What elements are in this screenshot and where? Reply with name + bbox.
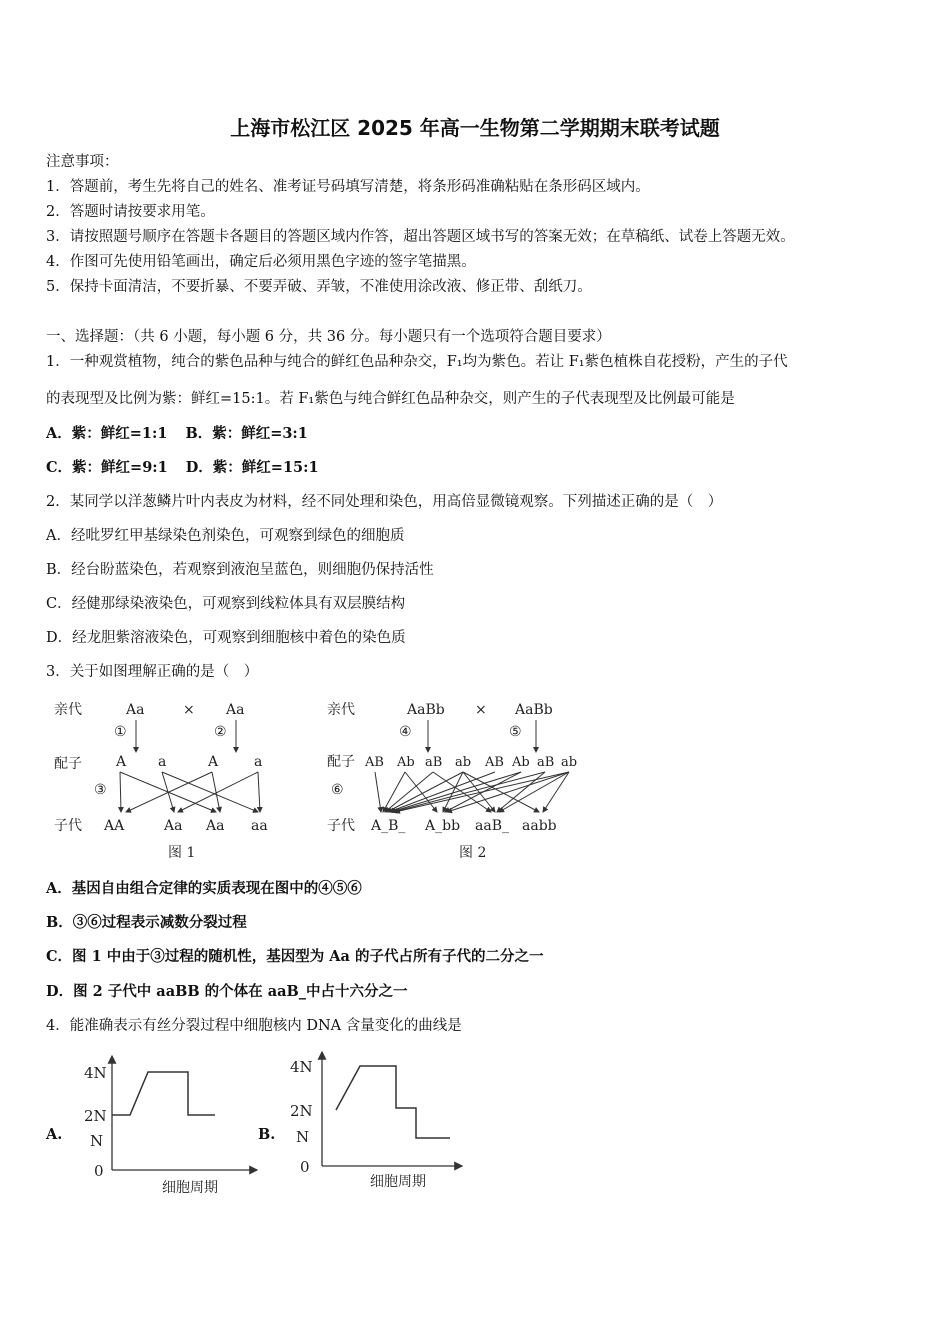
fig1-caption: 图 1 [168, 845, 196, 861]
fig2-step-6: ⑥ [331, 782, 344, 798]
graph-a-x-label: 细胞周期 [162, 1180, 218, 1196]
exam-title: 上海市松江区 2025 年高一生物第二学期期末联考试题 [230, 116, 720, 140]
fig2-offspring-4: aabb [522, 818, 557, 834]
fig2-gamete-2: Ab [397, 755, 415, 770]
fig2-parent-1: AaBb [407, 702, 445, 718]
q1-options-ab [46, 424, 308, 444]
fig2-gamete-7: aB [537, 755, 555, 770]
fig1-gamete-3: A [208, 754, 219, 770]
graph-b-y-0: 0 [300, 1158, 310, 1176]
q4-option-b-label: B. [258, 1126, 276, 1143]
genetics-figure-1 [46, 690, 286, 870]
q2-stem: 2．某同学以洋葱鳞片叶内表皮为材料，经不同处理和染色，用高倍显微镜观察。下列描述正确的是（ ） [46, 494, 723, 510]
fig1-parent-label: 亲代 [54, 702, 82, 718]
fig2-gamete-5: AB [485, 755, 504, 770]
dna-graph-b [284, 1048, 474, 1198]
dna-graph-a [72, 1050, 262, 1200]
section-heading: 一、选择题：（共 6 小题，每小题 6 分，共 36 分。每小题只有一个选项符合题目要求） [46, 329, 611, 345]
q1-option-d: D．紫：鲜红=15:1 [185, 459, 319, 476]
fig2-cross: × [475, 702, 487, 718]
graph-a-y-4n: 4N [84, 1064, 107, 1082]
q2-option-d: D．经龙胆紫溶液染色，可观察到细胞核中着色的染色质 [46, 630, 406, 646]
graph-b-x-label: 细胞周期 [370, 1174, 426, 1190]
fig2-offspring-label: 子代 [327, 818, 355, 834]
fig2-gamete-label: 配子 [327, 754, 355, 770]
fig1-offspring-2: Aa [164, 818, 183, 834]
q4-stem: 4．能准确表示有丝分裂过程中细胞核内 DNA 含量变化的曲线是 [46, 1018, 462, 1034]
fig1-cross: × [183, 702, 195, 718]
graph-a-y-2n: 2N [84, 1107, 107, 1125]
notice-item-2: 2．答题时请按要求用笔。 [46, 204, 215, 220]
fig1-offspring-1: AA [104, 818, 125, 834]
fig1-step-2: ② [214, 724, 227, 740]
graph-a-y-n: N [90, 1132, 104, 1150]
fig1-gamete-4: a [254, 754, 263, 770]
fig2-gamete-6: Ab [512, 755, 530, 770]
q3-option-b: B．③⑥过程表示减数分裂过程 [46, 914, 247, 931]
fig1-gamete-1: A [116, 754, 127, 770]
q1-stem-line2: 的表现型及比例为紫：鲜红=15:1。若 F₁紫色与纯合鲜红色品种杂交，则产生的子代表现型及比例最可能是 [46, 391, 735, 407]
notice-item-5: 5．保持卡面清洁，不要折暴、不要弄破、弄皱，不准使用涂改液、修正带、刮纸刀。 [46, 279, 592, 295]
fig2-parent-label: 亲代 [327, 702, 355, 718]
fig1-step-3: ③ [94, 782, 107, 798]
graph-b-curve [336, 1066, 450, 1138]
graph-a-y-0: 0 [94, 1162, 104, 1180]
fig2-gamete-3: aB [425, 755, 443, 770]
fig1-parent-1: Aa [126, 702, 145, 718]
fig2-gamete-8: ab [561, 755, 578, 770]
q1-options-cd [46, 458, 319, 478]
fig2-caption: 图 2 [459, 845, 487, 861]
fig1-gamete-2: a [158, 754, 167, 770]
q1-option-a: A．紫：鲜红=1:1 [46, 425, 168, 442]
fig2-gamete-4: ab [455, 755, 472, 770]
fig2-offspring-2: A_bb [425, 818, 461, 834]
fig2-parent-2: AaBb [515, 702, 553, 718]
q2-option-a: A．经吡罗红甲基绿染色剂染色，可观察到绿色的细胞质 [46, 528, 405, 544]
notice-item-3: 3．请按照题号顺序在答题卡各题目的答题区域内作答，超出答题区域书写的答案无效；在草稿纸、试卷上答题无效。 [46, 229, 795, 245]
notice-item-4: 4．作图可先使用铅笔画出，确定后必须用黑色字迹的签字笔描黑。 [46, 254, 476, 270]
q4-option-a-label: A. [46, 1126, 63, 1143]
notice-item-1: 1．答题前，考生先将自己的姓名、准考证号码填写清楚，将条形码准确粘贴在条形码区域内。 [46, 179, 650, 195]
fig2-offspring-1: A_B_ [371, 818, 406, 834]
graph-b-y-4n: 4N [290, 1058, 313, 1076]
fig2-offspring-3: aaB_ [475, 818, 509, 834]
graph-a-curve [112, 1072, 215, 1115]
q3-option-a: A．基因自由组合定律的实质表现在图中的④⑤⑥ [46, 880, 362, 897]
q3-option-c: C．图 1 中由于③过程的随机性，基因型为 Aa 的子代占所有子代的二分之一 [46, 948, 544, 965]
fig2-step-4: ④ [399, 724, 412, 740]
q3-option-d: D．图 2 子代中 aaBB 的个体在 aaB_中占十六分之一 [46, 983, 408, 1000]
fig2-step-5: ⑤ [509, 724, 522, 740]
graph-b-y-2n: 2N [290, 1102, 313, 1120]
q2-option-c: C．经健那绿染液染色，可观察到线粒体具有双层膜结构 [46, 596, 406, 612]
fig2-gamete-1: AB [365, 755, 384, 770]
q3-stem: 3．关于如图理解正确的是（ ） [46, 664, 259, 680]
fig1-offspring-label: 子代 [54, 818, 82, 834]
notice-heading: 注意事项： [46, 154, 119, 170]
genetics-figure-2 [325, 690, 595, 870]
q1-option-c: C．紫：鲜红=9:1 [46, 459, 168, 476]
fig1-step-1: ① [114, 724, 127, 740]
q1-option-b: B．紫：鲜红=3:1 [185, 425, 308, 442]
q2-option-b: B．经台盼蓝染色，若观察到液泡呈蓝色，则细胞仍保持活性 [46, 562, 434, 578]
fig1-offspring-3: Aa [206, 818, 225, 834]
fig1-gamete-label: 配子 [54, 756, 82, 772]
fig1-offspring-4: aa [251, 818, 268, 834]
fig1-parent-2: Aa [226, 702, 245, 718]
q1-stem-line1: 1．一种观赏植物，纯合的紫色品种与纯合的鲜红色品种杂交，F₁均为紫色。若让 F₁紫色植株自花授粉，产生的子代 [46, 354, 788, 370]
graph-b-y-n: N [296, 1128, 310, 1146]
